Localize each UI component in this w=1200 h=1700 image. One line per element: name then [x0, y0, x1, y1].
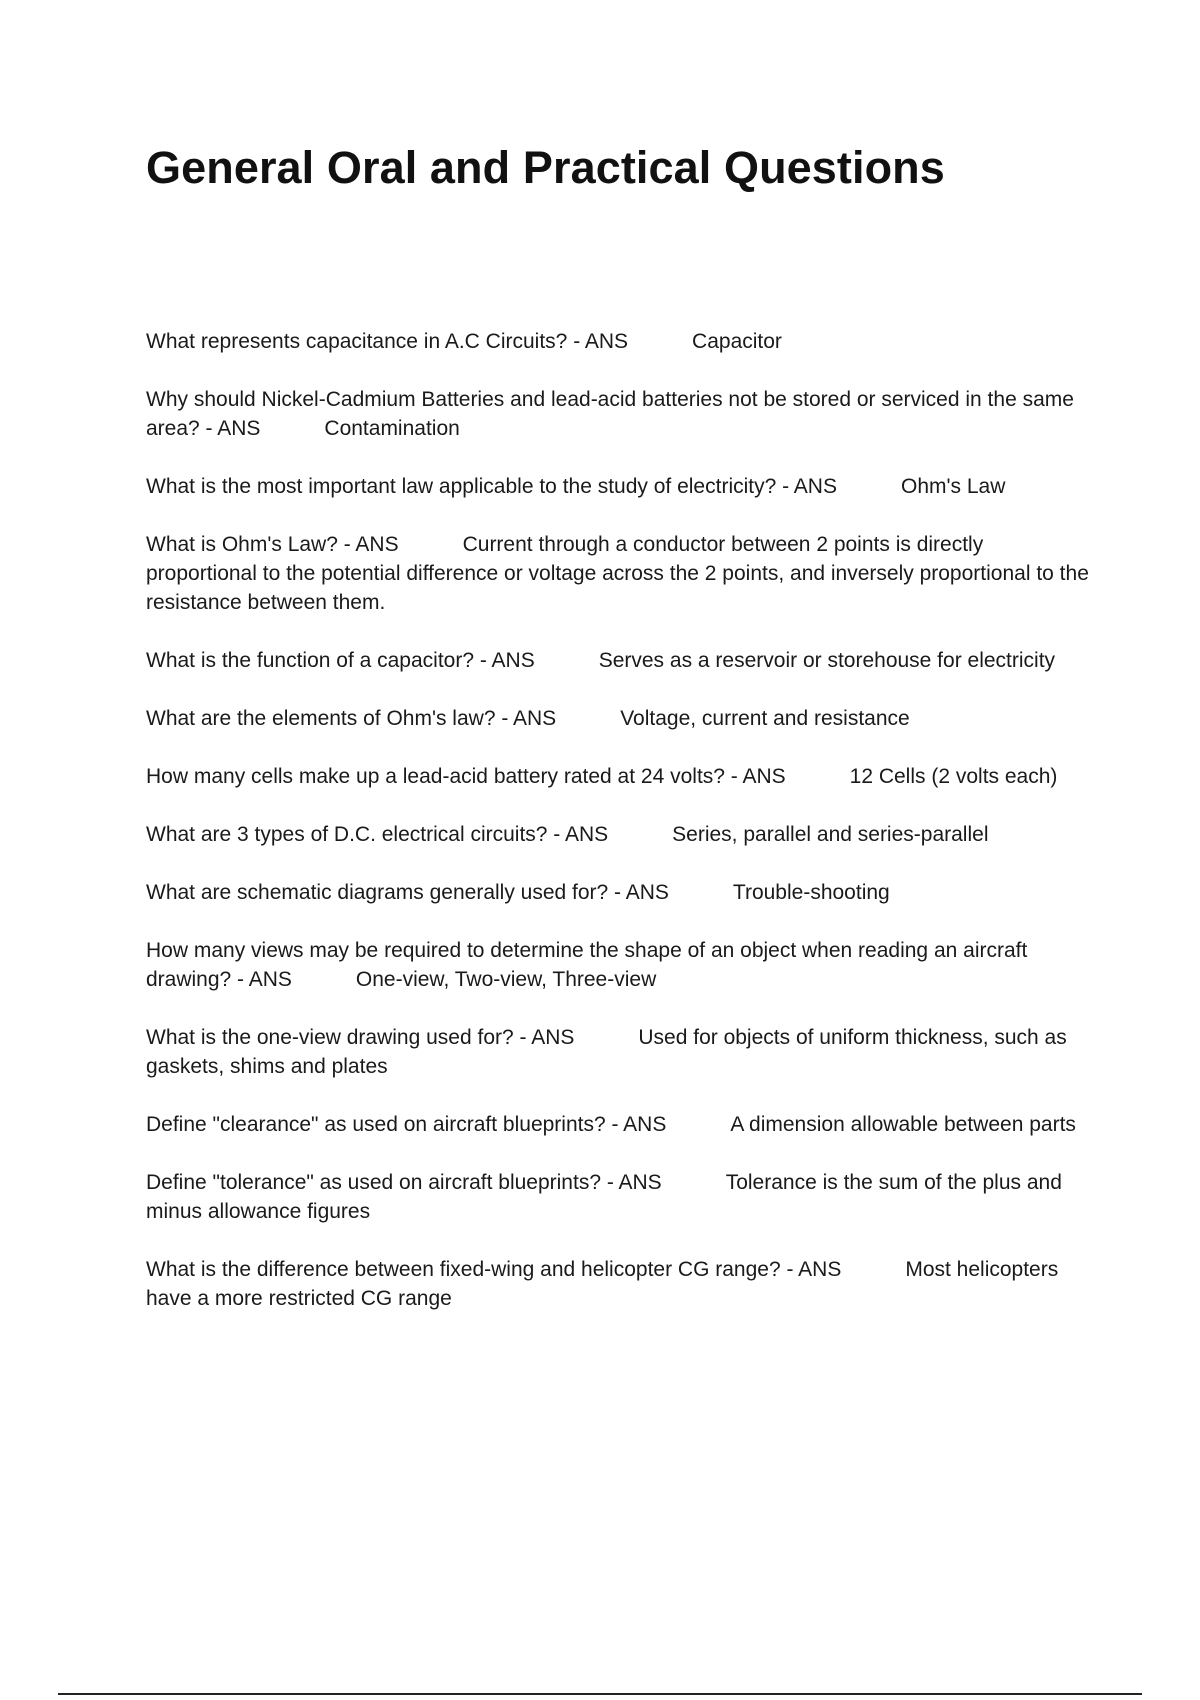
answer-text: One-view, Two-view, Three-view [355, 968, 657, 991]
question-text: What are 3 types of D.C. electrical circuits? - ANS [146, 823, 609, 846]
question-text: What represents capacitance in A.C Circuits? - ANS [146, 330, 629, 353]
question-text: What are schematic diagrams generally used for? - ANS [146, 881, 669, 904]
page-title: General Oral and Practical Questions [146, 142, 945, 193]
qa-item [146, 704, 1096, 733]
answer-text: Ohm's Law [900, 475, 1006, 498]
question-text: What is the one-view drawing used for? - ANS [146, 1026, 575, 1049]
qa-item [146, 385, 1096, 443]
question-text: How many cells make up a lead-acid battery rated at 24 volts? - ANS [146, 765, 786, 788]
answer-text: Serves as a reservoir or storehouse for electricity [598, 649, 1056, 672]
page-bottom-divider [58, 1693, 1142, 1695]
qa-item [146, 1023, 1096, 1081]
qa-item [146, 1110, 1096, 1139]
question-text: What are the elements of Ohm's law? - ANS [146, 707, 557, 730]
answer-text: Voltage, current and resistance [620, 707, 910, 730]
question-text: What is Ohm's Law? - ANS [146, 533, 399, 556]
question-text: What is the function of a capacitor? - ANS [146, 649, 535, 672]
answer-text: Contamination [324, 417, 460, 440]
qa-item [146, 820, 1096, 849]
answer-text: Current through a conductor between 2 points is directly proportional to the potential difference or voltage across the 2 points, and inversely proportional to the resistance between them. [146, 533, 1089, 614]
qa-item [146, 646, 1096, 675]
qa-item [146, 472, 1096, 501]
answer-text: Capacitor [692, 330, 782, 353]
answer-text: Tolerance is the sum of the plus and minus allowance figures [146, 1171, 1062, 1223]
question-text: What is the most important law applicable to the study of electricity? - ANS [146, 475, 837, 498]
question-text: How many views may be required to determine the shape of an object when reading an aircraft drawing? - ANS [146, 939, 1028, 991]
qa-item [146, 327, 1096, 356]
qa-item [146, 762, 1096, 791]
qa-item [146, 530, 1096, 617]
answer-text: Most helicopters have a more restricted CG range [146, 1258, 1059, 1310]
answer-text: Series, parallel and series-parallel [672, 823, 989, 846]
question-text: What is the difference between fixed-wing and helicopter CG range? - ANS [146, 1258, 842, 1281]
answer-text: A dimension allowable between parts [730, 1113, 1076, 1136]
qa-list [146, 327, 1096, 1342]
qa-item [146, 878, 1096, 907]
answer-text: Trouble-shooting [732, 881, 890, 904]
qa-item [146, 1168, 1096, 1226]
answer-text: 12 Cells (2 volts each) [849, 765, 1058, 788]
answer-text: Used for objects of uniform thickness, such as gaskets, shims and plates [146, 1026, 1067, 1078]
question-text: Why should Nickel-Cadmium Batteries and lead-acid batteries not be stored or serviced in the same area? - ANS [146, 388, 1074, 440]
question-text: Define "clearance" as used on aircraft blueprints? - ANS [146, 1113, 667, 1136]
qa-item [146, 1255, 1096, 1313]
question-text: Define "tolerance" as used on aircraft blueprints? - ANS [146, 1171, 662, 1194]
qa-item [146, 936, 1096, 994]
